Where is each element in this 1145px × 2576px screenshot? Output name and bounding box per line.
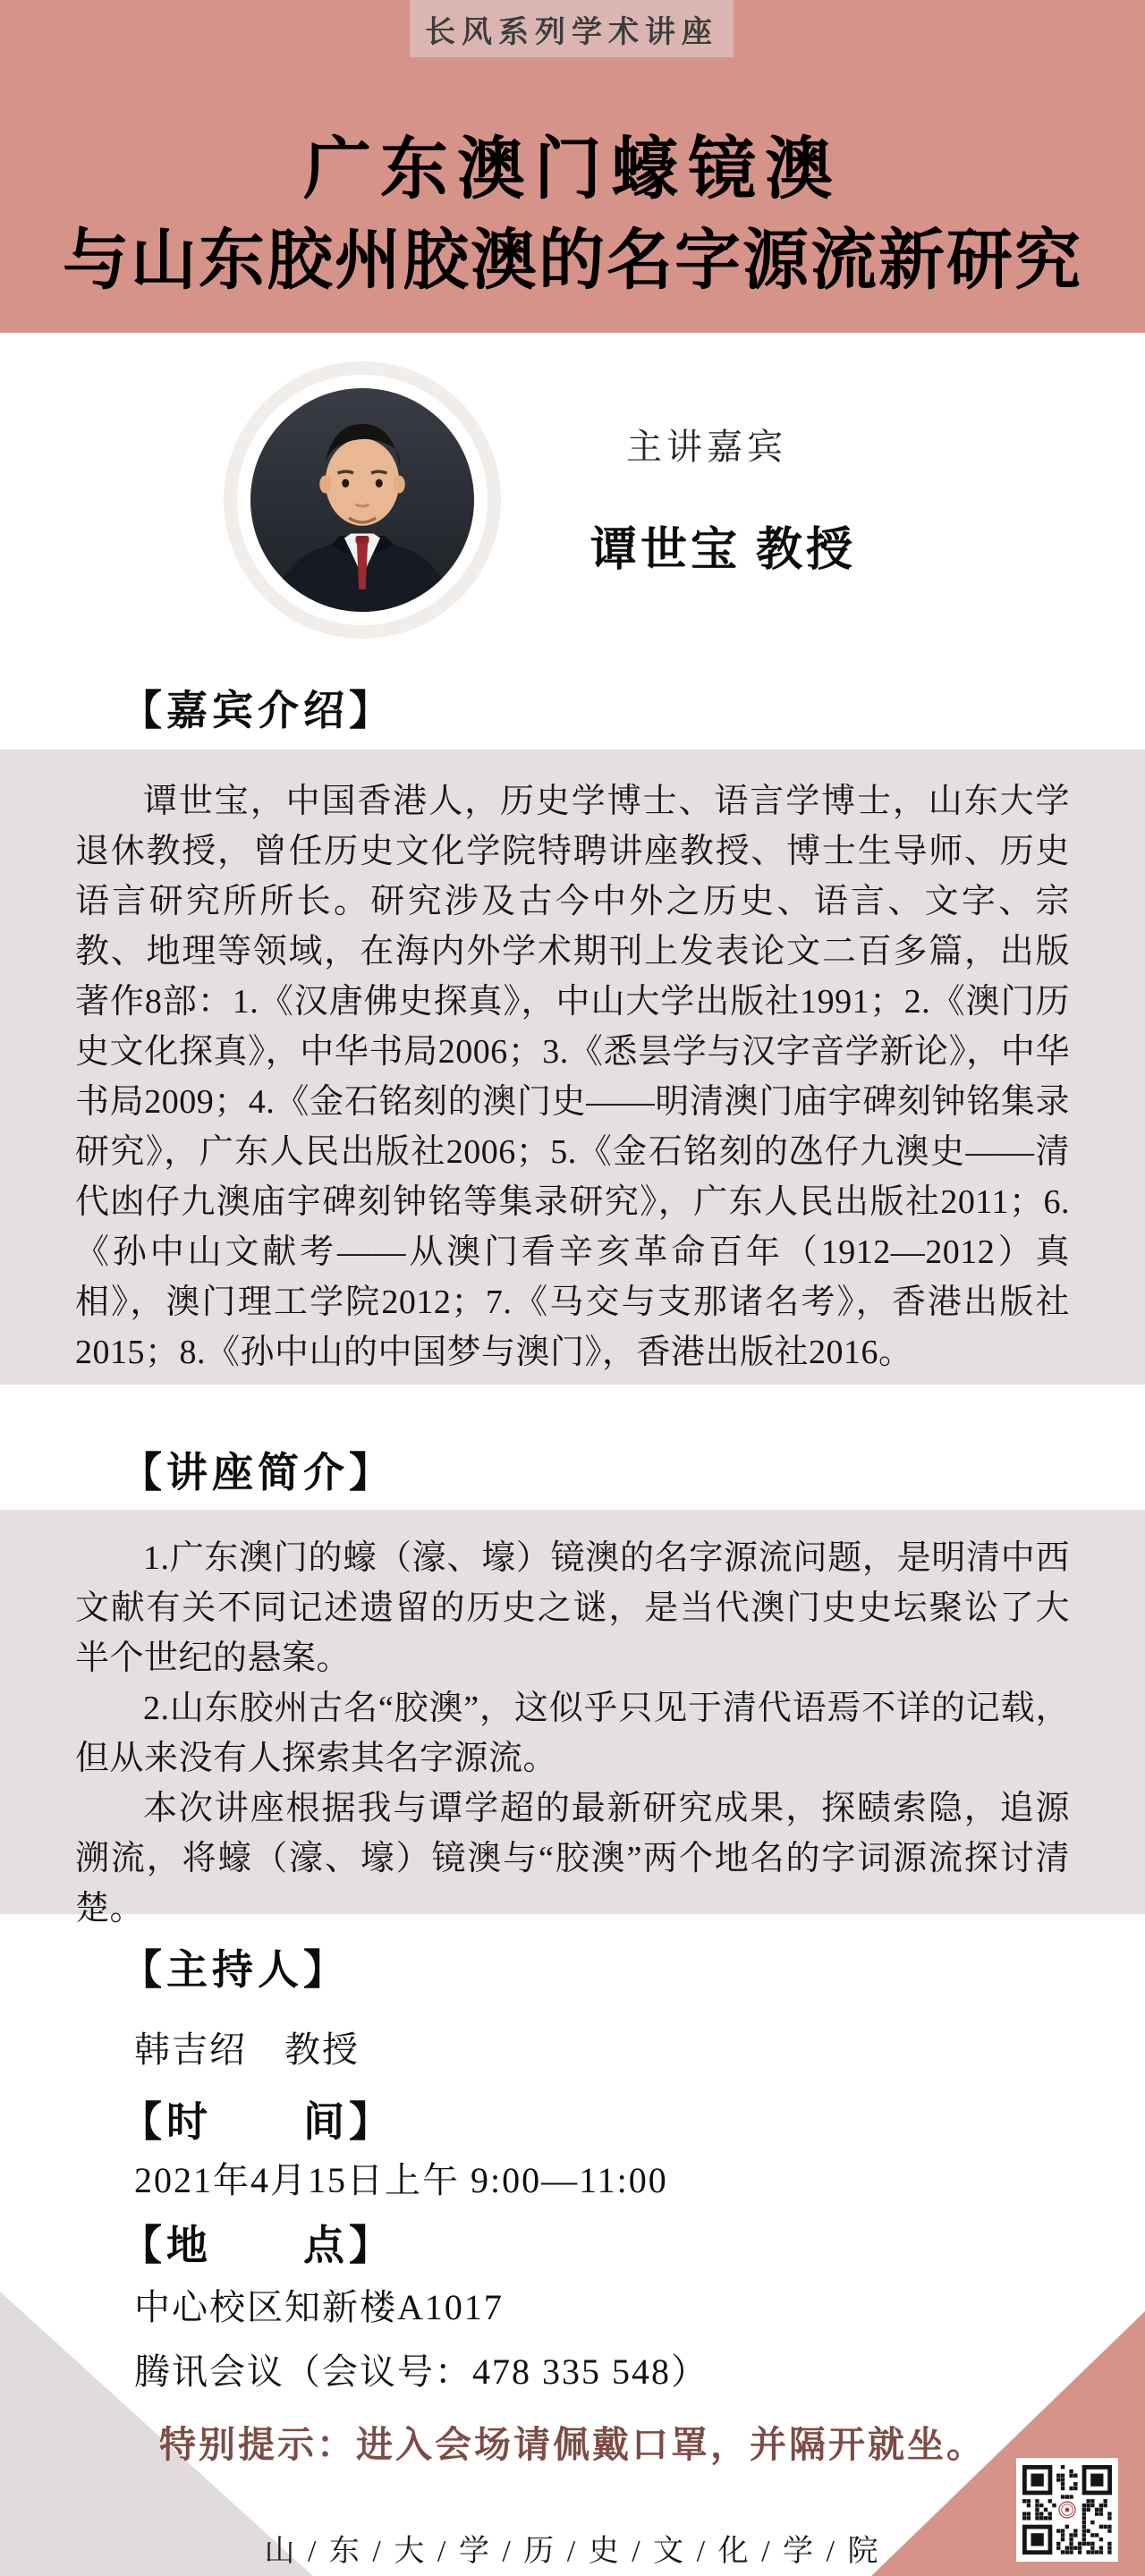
footer-school-name: 山 / 东 / 大 / 学 / 历 / 史 / 文 / 化 / 学 / 院 — [264, 2535, 881, 2568]
series-badge-label: 长风系列学术讲座 — [425, 15, 718, 49]
series-badge — [410, 0, 734, 57]
speaker-portrait-photo — [250, 388, 474, 612]
host-heading: 【主持人】 — [121, 1947, 349, 1993]
lecture-intro-paragraph: 本次讲座根据我与谭学超的最新研究成果，探赜索隐，追源溯流，将蠔（濠、壕）镜澳与“胶澳”两个地名的字词源流探讨清楚。 — [75, 1790, 1070, 1928]
speaker-photo-border — [237, 375, 488, 625]
guest-intro-body: 谭世宝，中国香港人，历史学博士、语言学博士，山东大学退休教授，曾任历史文化学院特聘讲座教授、博士生导师、历史语言研究所所长。研究涉及古今中外之历史、语言、文字、宗教、地理等领域，在海内外学术期刊上发表论文二百多篇，出版著作8部：1.《汉唐佛史探真》，中山大学出版社1991；2.《澳门历史文化探真》，中华书局2006；3.《悉昙学与汉字音学新论》，中华书局2009；4.《金石铭刻的澳门史——明清澳门庙宇碑刻钟铭集录研究》，广东人民出版社2006；5.《金石铭刻的氹仔九澳史——清代凼仔九澳庙宇碑刻钟铭等集录研究》，广东人民出版社2011；6.《孙中山文献考——从澳门看辛亥革命百年（1912—2012）真相》，澳门理工学院2012；7.《马交与支那诸名考》，香港出版社2015；8.《孙中山的中国梦与澳门》，香港出版社2016。 — [75, 783, 1070, 1371]
lecture-intro-heading: 【讲座简介】 — [121, 1450, 394, 1496]
time-value: 2021年4月15日上午 9:00—11:00 — [134, 2160, 668, 2200]
speaker-photo-ring — [224, 361, 501, 639]
place-online-meeting: 腾讯会议（会议号：478 335 548） — [134, 2351, 708, 2392]
lecture-intro-paragraph: 1.广东澳门的蠔（濠、壕）镜澳的名字源流问题，是明清中西文献有关不同记述遗留的历史之谜，是当代澳门史史坛聚讼了大半个世纪的悬案。 — [75, 1539, 1070, 1677]
speaker-name: 谭世宝 教授 — [590, 525, 857, 576]
host-name: 韩吉绍 教授 — [134, 2029, 360, 2070]
poster-title-line1: 广东澳门蠔镜澳 — [303, 132, 842, 208]
lecture-intro-block — [0, 1510, 1145, 1928]
qr-code-icon — [1022, 2464, 1112, 2555]
time-heading: 【时 间】 — [121, 2099, 394, 2145]
special-notice: 特别提示：进入会场请佩戴口罩，并隔开就坐。 — [159, 2424, 986, 2465]
poster-title-line2: 与山东胶州胶澳的名字源流新研究 — [63, 225, 1082, 298]
guest-intro-heading: 【嘉宾介绍】 — [121, 688, 394, 733]
lecture-intro-paragraph: 2.山东胶州古名“胶澳”，这似乎只见于清代语焉不详的记载，但从来没有人探索其名字源流。 — [75, 1690, 1070, 1777]
place-venue: 中心校区知新楼A1017 — [134, 2287, 504, 2327]
speaker-portrait-illustration — [250, 388, 474, 612]
qr-code — [1016, 2458, 1118, 2562]
speaker-role-label: 主讲嘉宾 — [626, 427, 787, 467]
place-heading: 【地 点】 — [121, 2223, 394, 2268]
guest-intro-block — [0, 750, 1145, 1385]
